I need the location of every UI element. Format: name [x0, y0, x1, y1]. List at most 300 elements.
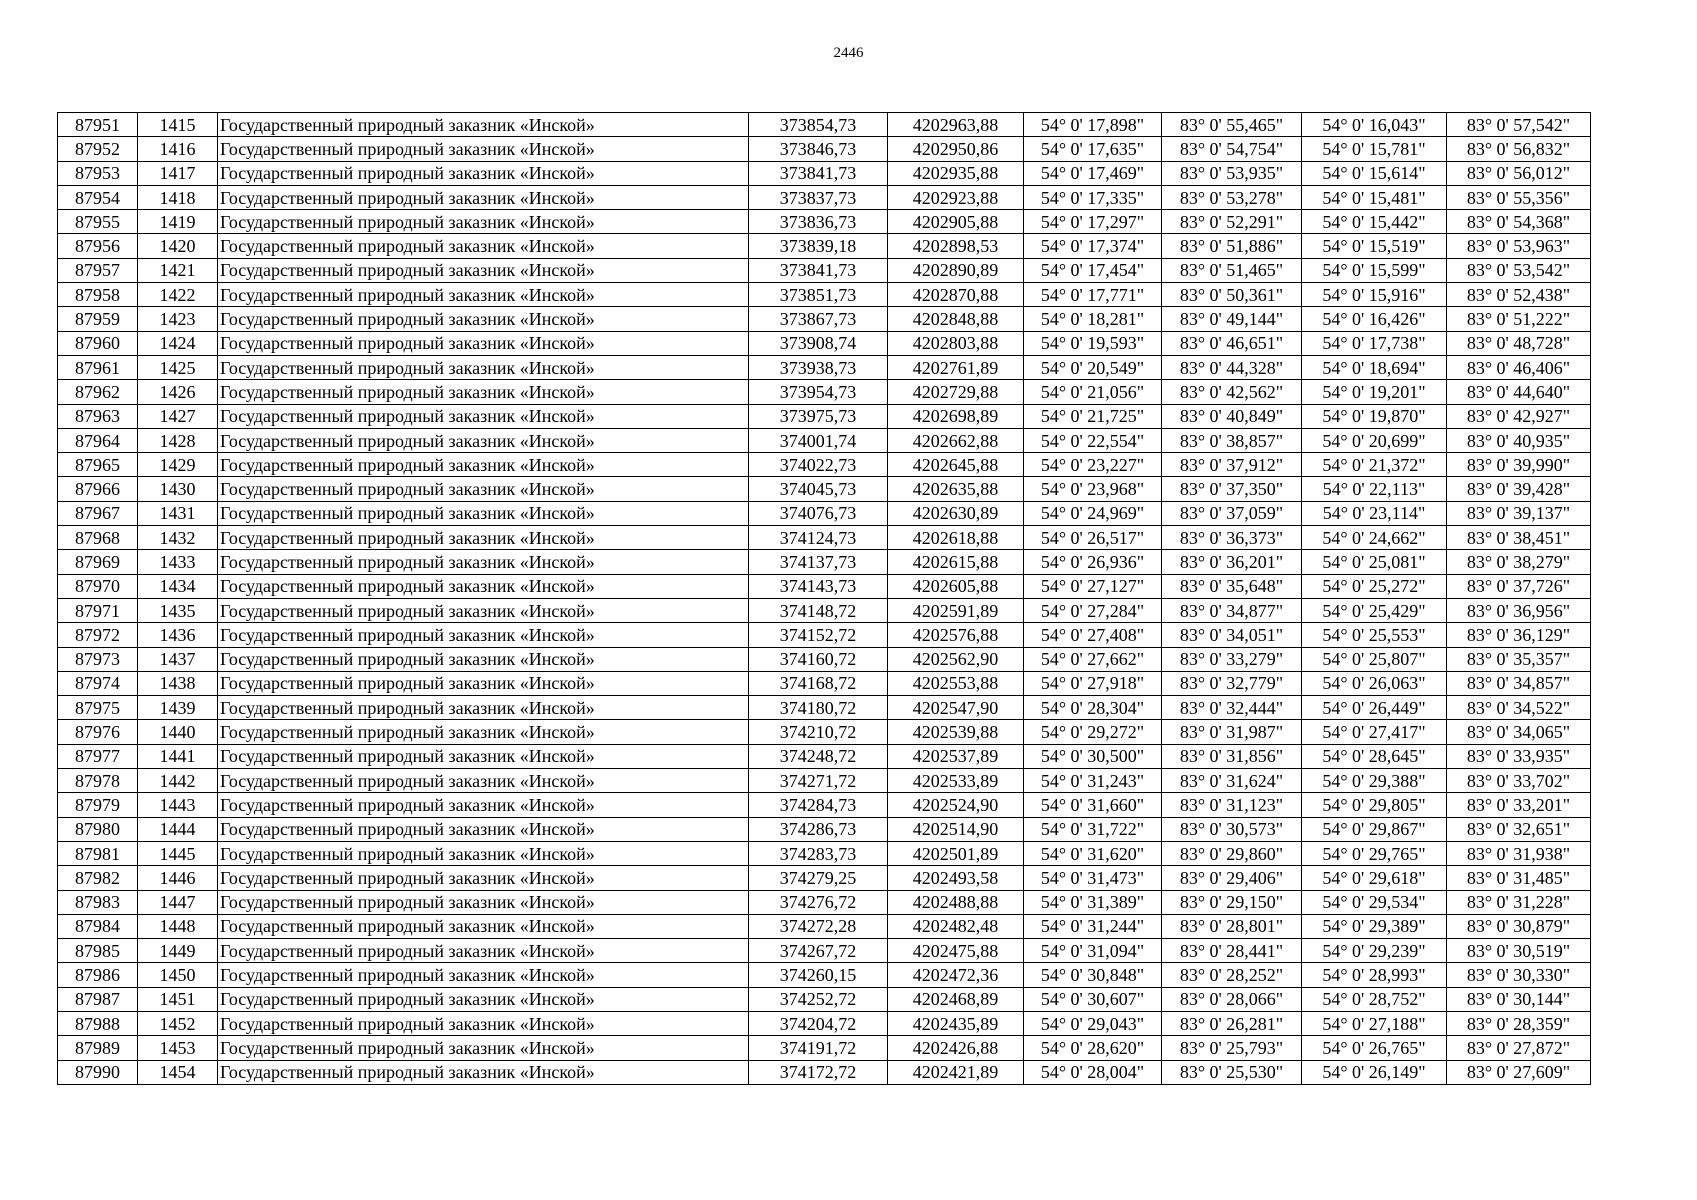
- record-number-cell: 87972: [58, 623, 138, 647]
- point-number-cell: 1426: [138, 380, 218, 404]
- longitude-2-cell: 83° 0' 39,990": [1447, 453, 1591, 477]
- x-coordinate-cell: 374076,73: [749, 501, 888, 525]
- record-number-cell: 87986: [58, 963, 138, 987]
- object-name-cell: Государственный природный заказник «Инской»: [218, 501, 749, 525]
- latitude-2-cell: 54° 0' 25,429": [1302, 598, 1447, 622]
- longitude-1-cell: 83° 0' 32,779": [1162, 671, 1302, 695]
- x-coordinate-cell: 374252,72: [749, 987, 888, 1011]
- latitude-2-cell: 54° 0' 15,481": [1302, 185, 1447, 209]
- point-number-cell: 1448: [138, 914, 218, 938]
- record-number-cell: 87963: [58, 404, 138, 428]
- longitude-1-cell: 83° 0' 34,877": [1162, 598, 1302, 622]
- longitude-2-cell: 83° 0' 27,609": [1447, 1060, 1591, 1084]
- longitude-2-cell: 83° 0' 34,857": [1447, 671, 1591, 695]
- longitude-2-cell: 83° 0' 31,228": [1447, 890, 1591, 914]
- point-number-cell: 1422: [138, 283, 218, 307]
- latitude-2-cell: 54° 0' 25,081": [1302, 550, 1447, 574]
- y-coordinate-cell: 4202923,88: [888, 185, 1024, 209]
- y-coordinate-cell: 4202618,88: [888, 526, 1024, 550]
- x-coordinate-cell: 374272,28: [749, 914, 888, 938]
- latitude-2-cell: 54° 0' 29,618": [1302, 866, 1447, 890]
- x-coordinate-cell: 373975,73: [749, 404, 888, 428]
- table-row: [58, 744, 1591, 768]
- x-coordinate-cell: 374248,72: [749, 744, 888, 768]
- table-row: [58, 1011, 1591, 1035]
- table-row: [58, 210, 1591, 234]
- x-coordinate-cell: 374191,72: [749, 1036, 888, 1060]
- object-name-cell: Государственный природный заказник «Инской»: [218, 137, 749, 161]
- latitude-1-cell: 54° 0' 27,662": [1024, 647, 1162, 671]
- longitude-1-cell: 83° 0' 32,444": [1162, 696, 1302, 720]
- x-coordinate-cell: 374284,73: [749, 793, 888, 817]
- longitude-1-cell: 83° 0' 38,857": [1162, 428, 1302, 452]
- longitude-1-cell: 83° 0' 29,860": [1162, 841, 1302, 865]
- latitude-1-cell: 54° 0' 28,620": [1024, 1036, 1162, 1060]
- longitude-2-cell: 83° 0' 40,935": [1447, 428, 1591, 452]
- x-coordinate-cell: 374271,72: [749, 769, 888, 793]
- latitude-1-cell: 54° 0' 31,660": [1024, 793, 1162, 817]
- point-number-cell: 1428: [138, 428, 218, 452]
- longitude-2-cell: 83° 0' 30,144": [1447, 987, 1591, 1011]
- record-number-cell: 87981: [58, 841, 138, 865]
- x-coordinate-cell: 374204,72: [749, 1011, 888, 1035]
- longitude-1-cell: 83° 0' 25,530": [1162, 1060, 1302, 1084]
- table-row: [58, 696, 1591, 720]
- record-number-cell: 87989: [58, 1036, 138, 1060]
- object-name-cell: Государственный природный заказник «Инской»: [218, 1060, 749, 1084]
- y-coordinate-cell: 4202524,90: [888, 793, 1024, 817]
- x-coordinate-cell: 374022,73: [749, 453, 888, 477]
- table-row: [58, 380, 1591, 404]
- longitude-1-cell: 83° 0' 51,465": [1162, 258, 1302, 282]
- record-number-cell: 87982: [58, 866, 138, 890]
- object-name-cell: Государственный природный заказник «Инской»: [218, 817, 749, 841]
- longitude-1-cell: 83° 0' 54,754": [1162, 137, 1302, 161]
- latitude-1-cell: 54° 0' 17,335": [1024, 185, 1162, 209]
- latitude-2-cell: 54° 0' 20,699": [1302, 428, 1447, 452]
- y-coordinate-cell: 4202562,90: [888, 647, 1024, 671]
- object-name-cell: Государственный природный заказник «Инской»: [218, 307, 749, 331]
- table-row: [58, 963, 1591, 987]
- x-coordinate-cell: 374260,15: [749, 963, 888, 987]
- longitude-1-cell: 83° 0' 36,201": [1162, 550, 1302, 574]
- latitude-2-cell: 54° 0' 23,114": [1302, 501, 1447, 525]
- longitude-1-cell: 83° 0' 31,856": [1162, 744, 1302, 768]
- record-number-cell: 87966: [58, 477, 138, 501]
- table-row: [58, 258, 1591, 282]
- point-number-cell: 1452: [138, 1011, 218, 1035]
- table-row: [58, 939, 1591, 963]
- x-coordinate-cell: 374276,72: [749, 890, 888, 914]
- longitude-1-cell: 83° 0' 31,123": [1162, 793, 1302, 817]
- longitude-1-cell: 83° 0' 55,465": [1162, 113, 1302, 137]
- latitude-1-cell: 54° 0' 30,500": [1024, 744, 1162, 768]
- latitude-1-cell: 54° 0' 31,473": [1024, 866, 1162, 890]
- point-number-cell: 1415: [138, 113, 218, 137]
- object-name-cell: Государственный природный заказник «Инской»: [218, 623, 749, 647]
- point-number-cell: 1418: [138, 185, 218, 209]
- longitude-2-cell: 83° 0' 33,201": [1447, 793, 1591, 817]
- x-coordinate-cell: 373867,73: [749, 307, 888, 331]
- x-coordinate-cell: 374137,73: [749, 550, 888, 574]
- y-coordinate-cell: 4202539,88: [888, 720, 1024, 744]
- point-number-cell: 1444: [138, 817, 218, 841]
- table-row: [58, 428, 1591, 452]
- y-coordinate-cell: 4202435,89: [888, 1011, 1024, 1035]
- object-name-cell: Государственный природный заказник «Инской»: [218, 380, 749, 404]
- object-name-cell: Государственный природный заказник «Инской»: [218, 1036, 749, 1060]
- longitude-1-cell: 83° 0' 28,801": [1162, 914, 1302, 938]
- point-number-cell: 1423: [138, 307, 218, 331]
- y-coordinate-cell: 4202698,89: [888, 404, 1024, 428]
- longitude-2-cell: 83° 0' 51,222": [1447, 307, 1591, 331]
- table-row: [58, 355, 1591, 379]
- record-number-cell: 87970: [58, 574, 138, 598]
- point-number-cell: 1424: [138, 331, 218, 355]
- longitude-1-cell: 83° 0' 30,573": [1162, 817, 1302, 841]
- x-coordinate-cell: 374148,72: [749, 598, 888, 622]
- longitude-1-cell: 83° 0' 26,281": [1162, 1011, 1302, 1035]
- table-row: [58, 161, 1591, 185]
- x-coordinate-cell: 373851,73: [749, 283, 888, 307]
- latitude-1-cell: 54° 0' 17,771": [1024, 283, 1162, 307]
- object-name-cell: Государственный природный заказник «Инской»: [218, 1011, 749, 1035]
- longitude-1-cell: 83° 0' 28,441": [1162, 939, 1302, 963]
- x-coordinate-cell: 373938,73: [749, 355, 888, 379]
- latitude-2-cell: 54° 0' 29,239": [1302, 939, 1447, 963]
- point-number-cell: 1427: [138, 404, 218, 428]
- x-coordinate-cell: 373841,73: [749, 161, 888, 185]
- point-number-cell: 1453: [138, 1036, 218, 1060]
- table-row: [58, 769, 1591, 793]
- y-coordinate-cell: 4202482,48: [888, 914, 1024, 938]
- table-row: [58, 890, 1591, 914]
- point-number-cell: 1447: [138, 890, 218, 914]
- y-coordinate-cell: 4202421,89: [888, 1060, 1024, 1084]
- longitude-1-cell: 83° 0' 40,849": [1162, 404, 1302, 428]
- coordinates-table: [57, 112, 1591, 1085]
- y-coordinate-cell: 4202729,88: [888, 380, 1024, 404]
- latitude-1-cell: 54° 0' 21,725": [1024, 404, 1162, 428]
- table-row: [58, 404, 1591, 428]
- table-row: [58, 550, 1591, 574]
- latitude-2-cell: 54° 0' 29,867": [1302, 817, 1447, 841]
- y-coordinate-cell: 4202898,53: [888, 234, 1024, 258]
- latitude-1-cell: 54° 0' 28,004": [1024, 1060, 1162, 1084]
- longitude-1-cell: 83° 0' 46,651": [1162, 331, 1302, 355]
- object-name-cell: Государственный природный заказник «Инской»: [218, 550, 749, 574]
- y-coordinate-cell: 4202950,86: [888, 137, 1024, 161]
- longitude-2-cell: 83° 0' 56,012": [1447, 161, 1591, 185]
- latitude-2-cell: 54° 0' 29,805": [1302, 793, 1447, 817]
- longitude-1-cell: 83° 0' 31,624": [1162, 769, 1302, 793]
- point-number-cell: 1429: [138, 453, 218, 477]
- latitude-1-cell: 54° 0' 17,454": [1024, 258, 1162, 282]
- longitude-1-cell: 83° 0' 50,361": [1162, 283, 1302, 307]
- record-number-cell: 87988: [58, 1011, 138, 1035]
- object-name-cell: Государственный природный заказник «Инской»: [218, 987, 749, 1011]
- longitude-1-cell: 83° 0' 35,648": [1162, 574, 1302, 598]
- longitude-1-cell: 83° 0' 52,291": [1162, 210, 1302, 234]
- table-row: [58, 1036, 1591, 1060]
- latitude-2-cell: 54° 0' 26,765": [1302, 1036, 1447, 1060]
- point-number-cell: 1420: [138, 234, 218, 258]
- table-row: [58, 185, 1591, 209]
- longitude-1-cell: 83° 0' 42,562": [1162, 380, 1302, 404]
- table-row: [58, 623, 1591, 647]
- y-coordinate-cell: 4202645,88: [888, 453, 1024, 477]
- point-number-cell: 1440: [138, 720, 218, 744]
- y-coordinate-cell: 4202803,88: [888, 331, 1024, 355]
- y-coordinate-cell: 4202605,88: [888, 574, 1024, 598]
- x-coordinate-cell: 374286,73: [749, 817, 888, 841]
- record-number-cell: 87974: [58, 671, 138, 695]
- y-coordinate-cell: 4202488,88: [888, 890, 1024, 914]
- record-number-cell: 87980: [58, 817, 138, 841]
- point-number-cell: 1445: [138, 841, 218, 865]
- table-row: [58, 598, 1591, 622]
- point-number-cell: 1439: [138, 696, 218, 720]
- point-number-cell: 1433: [138, 550, 218, 574]
- x-coordinate-cell: 373846,73: [749, 137, 888, 161]
- table-row: [58, 453, 1591, 477]
- y-coordinate-cell: 4202630,89: [888, 501, 1024, 525]
- point-number-cell: 1430: [138, 477, 218, 501]
- longitude-2-cell: 83° 0' 46,406": [1447, 355, 1591, 379]
- latitude-1-cell: 54° 0' 21,056": [1024, 380, 1162, 404]
- longitude-2-cell: 83° 0' 27,872": [1447, 1036, 1591, 1060]
- object-name-cell: Государственный природный заказник «Инской»: [218, 526, 749, 550]
- point-number-cell: 1438: [138, 671, 218, 695]
- record-number-cell: 87985: [58, 939, 138, 963]
- latitude-1-cell: 54° 0' 20,549": [1024, 355, 1162, 379]
- latitude-2-cell: 54° 0' 29,765": [1302, 841, 1447, 865]
- table-row: [58, 283, 1591, 307]
- x-coordinate-cell: 374143,73: [749, 574, 888, 598]
- point-number-cell: 1451: [138, 987, 218, 1011]
- table-row: [58, 331, 1591, 355]
- longitude-2-cell: 83° 0' 30,879": [1447, 914, 1591, 938]
- latitude-2-cell: 54° 0' 19,201": [1302, 380, 1447, 404]
- longitude-1-cell: 83° 0' 25,793": [1162, 1036, 1302, 1060]
- y-coordinate-cell: 4202426,88: [888, 1036, 1024, 1060]
- longitude-2-cell: 83° 0' 30,330": [1447, 963, 1591, 987]
- longitude-1-cell: 83° 0' 53,935": [1162, 161, 1302, 185]
- object-name-cell: Государственный природный заказник «Инской»: [218, 234, 749, 258]
- y-coordinate-cell: 4202905,88: [888, 210, 1024, 234]
- latitude-2-cell: 54° 0' 19,870": [1302, 404, 1447, 428]
- record-number-cell: 87987: [58, 987, 138, 1011]
- object-name-cell: Государственный природный заказник «Инской»: [218, 720, 749, 744]
- point-number-cell: 1449: [138, 939, 218, 963]
- y-coordinate-cell: 4202472,36: [888, 963, 1024, 987]
- record-number-cell: 87952: [58, 137, 138, 161]
- longitude-1-cell: 83° 0' 28,066": [1162, 987, 1302, 1011]
- point-number-cell: 1434: [138, 574, 218, 598]
- table-row: [58, 987, 1591, 1011]
- latitude-2-cell: 54° 0' 26,149": [1302, 1060, 1447, 1084]
- latitude-2-cell: 54° 0' 24,662": [1302, 526, 1447, 550]
- point-number-cell: 1450: [138, 963, 218, 987]
- y-coordinate-cell: 4202635,88: [888, 477, 1024, 501]
- point-number-cell: 1421: [138, 258, 218, 282]
- record-number-cell: 87962: [58, 380, 138, 404]
- x-coordinate-cell: 373854,73: [749, 113, 888, 137]
- longitude-2-cell: 83° 0' 38,279": [1447, 550, 1591, 574]
- object-name-cell: Государственный природный заказник «Инской»: [218, 866, 749, 890]
- latitude-1-cell: 54° 0' 17,635": [1024, 137, 1162, 161]
- record-number-cell: 87964: [58, 428, 138, 452]
- object-name-cell: Государственный природный заказник «Инской»: [218, 963, 749, 987]
- latitude-1-cell: 54° 0' 18,281": [1024, 307, 1162, 331]
- longitude-2-cell: 83° 0' 57,542": [1447, 113, 1591, 137]
- y-coordinate-cell: 4202475,88: [888, 939, 1024, 963]
- record-number-cell: 87957: [58, 258, 138, 282]
- object-name-cell: Государственный природный заказник «Инской»: [218, 428, 749, 452]
- latitude-1-cell: 54° 0' 30,607": [1024, 987, 1162, 1011]
- object-name-cell: Государственный природный заказник «Инской»: [218, 477, 749, 501]
- latitude-1-cell: 54° 0' 31,389": [1024, 890, 1162, 914]
- latitude-2-cell: 54° 0' 17,738": [1302, 331, 1447, 355]
- point-number-cell: 1435: [138, 598, 218, 622]
- latitude-2-cell: 54° 0' 27,188": [1302, 1011, 1447, 1035]
- record-number-cell: 87983: [58, 890, 138, 914]
- object-name-cell: Государственный природный заказник «Инской»: [218, 113, 749, 137]
- table-row: [58, 914, 1591, 938]
- longitude-1-cell: 83° 0' 37,912": [1162, 453, 1302, 477]
- longitude-2-cell: 83° 0' 39,137": [1447, 501, 1591, 525]
- x-coordinate-cell: 373839,18: [749, 234, 888, 258]
- record-number-cell: 87973: [58, 647, 138, 671]
- record-number-cell: 87959: [58, 307, 138, 331]
- latitude-2-cell: 54° 0' 18,694": [1302, 355, 1447, 379]
- latitude-1-cell: 54° 0' 27,127": [1024, 574, 1162, 598]
- latitude-1-cell: 54° 0' 27,918": [1024, 671, 1162, 695]
- longitude-2-cell: 83° 0' 34,522": [1447, 696, 1591, 720]
- longitude-1-cell: 83° 0' 44,328": [1162, 355, 1302, 379]
- y-coordinate-cell: 4202576,88: [888, 623, 1024, 647]
- latitude-1-cell: 54° 0' 19,593": [1024, 331, 1162, 355]
- point-number-cell: 1425: [138, 355, 218, 379]
- record-number-cell: 87969: [58, 550, 138, 574]
- latitude-1-cell: 54° 0' 27,408": [1024, 623, 1162, 647]
- record-number-cell: 87958: [58, 283, 138, 307]
- point-number-cell: 1443: [138, 793, 218, 817]
- longitude-1-cell: 83° 0' 53,278": [1162, 185, 1302, 209]
- longitude-1-cell: 83° 0' 31,987": [1162, 720, 1302, 744]
- x-coordinate-cell: 374152,72: [749, 623, 888, 647]
- point-number-cell: 1442: [138, 769, 218, 793]
- record-number-cell: 87967: [58, 501, 138, 525]
- latitude-1-cell: 54° 0' 26,517": [1024, 526, 1162, 550]
- longitude-1-cell: 83° 0' 36,373": [1162, 526, 1302, 550]
- point-number-cell: 1454: [138, 1060, 218, 1084]
- latitude-2-cell: 54° 0' 28,645": [1302, 744, 1447, 768]
- x-coordinate-cell: 373837,73: [749, 185, 888, 209]
- x-coordinate-cell: 374160,72: [749, 647, 888, 671]
- table-row: [58, 526, 1591, 550]
- object-name-cell: Государственный природный заказник «Инской»: [218, 671, 749, 695]
- y-coordinate-cell: 4202537,89: [888, 744, 1024, 768]
- latitude-1-cell: 54° 0' 31,620": [1024, 841, 1162, 865]
- longitude-2-cell: 83° 0' 55,356": [1447, 185, 1591, 209]
- latitude-1-cell: 54° 0' 17,898": [1024, 113, 1162, 137]
- latitude-1-cell: 54° 0' 17,469": [1024, 161, 1162, 185]
- point-number-cell: 1436: [138, 623, 218, 647]
- point-number-cell: 1432: [138, 526, 218, 550]
- longitude-2-cell: 83° 0' 37,726": [1447, 574, 1591, 598]
- longitude-1-cell: 83° 0' 37,059": [1162, 501, 1302, 525]
- table-row: [58, 1060, 1591, 1084]
- object-name-cell: Государственный природный заказник «Инской»: [218, 331, 749, 355]
- longitude-2-cell: 83° 0' 36,956": [1447, 598, 1591, 622]
- table-row: [58, 817, 1591, 841]
- y-coordinate-cell: 4202533,89: [888, 769, 1024, 793]
- x-coordinate-cell: 373908,74: [749, 331, 888, 355]
- object-name-cell: Государственный природный заказник «Инской»: [218, 161, 749, 185]
- object-name-cell: Государственный природный заказник «Инской»: [218, 185, 749, 209]
- table-row: [58, 841, 1591, 865]
- record-number-cell: 87990: [58, 1060, 138, 1084]
- longitude-2-cell: 83° 0' 32,651": [1447, 817, 1591, 841]
- latitude-2-cell: 54° 0' 15,442": [1302, 210, 1447, 234]
- latitude-1-cell: 54° 0' 26,936": [1024, 550, 1162, 574]
- latitude-1-cell: 54° 0' 23,968": [1024, 477, 1162, 501]
- object-name-cell: Государственный природный заказник «Инской»: [218, 283, 749, 307]
- longitude-2-cell: 83° 0' 39,428": [1447, 477, 1591, 501]
- longitude-2-cell: 83° 0' 30,519": [1447, 939, 1591, 963]
- point-number-cell: 1431: [138, 501, 218, 525]
- longitude-2-cell: 83° 0' 31,485": [1447, 866, 1591, 890]
- y-coordinate-cell: 4202761,89: [888, 355, 1024, 379]
- object-name-cell: Государственный природный заказник «Инской»: [218, 453, 749, 477]
- table-row: [58, 307, 1591, 331]
- point-number-cell: 1419: [138, 210, 218, 234]
- object-name-cell: Государственный природный заказник «Инской»: [218, 744, 749, 768]
- object-name-cell: Государственный природный заказник «Инской»: [218, 258, 749, 282]
- object-name-cell: Государственный природный заказник «Инской»: [218, 210, 749, 234]
- latitude-1-cell: 54° 0' 23,227": [1024, 453, 1162, 477]
- table-row: [58, 793, 1591, 817]
- longitude-2-cell: 83° 0' 44,640": [1447, 380, 1591, 404]
- longitude-2-cell: 83° 0' 33,935": [1447, 744, 1591, 768]
- latitude-1-cell: 54° 0' 29,043": [1024, 1011, 1162, 1035]
- x-coordinate-cell: 374267,72: [749, 939, 888, 963]
- object-name-cell: Государственный природный заказник «Инской»: [218, 914, 749, 938]
- table-row: [58, 501, 1591, 525]
- latitude-2-cell: 54° 0' 26,063": [1302, 671, 1447, 695]
- longitude-1-cell: 83° 0' 33,279": [1162, 647, 1302, 671]
- record-number-cell: 87975: [58, 696, 138, 720]
- longitude-1-cell: 83° 0' 37,350": [1162, 477, 1302, 501]
- x-coordinate-cell: 374180,72: [749, 696, 888, 720]
- latitude-2-cell: 54° 0' 15,519": [1302, 234, 1447, 258]
- latitude-1-cell: 54° 0' 29,272": [1024, 720, 1162, 744]
- table-row: [58, 720, 1591, 744]
- longitude-2-cell: 83° 0' 48,728": [1447, 331, 1591, 355]
- object-name-cell: Государственный природный заказник «Инской»: [218, 793, 749, 817]
- latitude-2-cell: 54° 0' 21,372": [1302, 453, 1447, 477]
- longitude-1-cell: 83° 0' 34,051": [1162, 623, 1302, 647]
- latitude-1-cell: 54° 0' 22,554": [1024, 428, 1162, 452]
- y-coordinate-cell: 4202553,88: [888, 671, 1024, 695]
- longitude-2-cell: 83° 0' 53,963": [1447, 234, 1591, 258]
- record-number-cell: 87960: [58, 331, 138, 355]
- y-coordinate-cell: 4202848,88: [888, 307, 1024, 331]
- x-coordinate-cell: 374001,74: [749, 428, 888, 452]
- record-number-cell: 87977: [58, 744, 138, 768]
- y-coordinate-cell: 4202493,58: [888, 866, 1024, 890]
